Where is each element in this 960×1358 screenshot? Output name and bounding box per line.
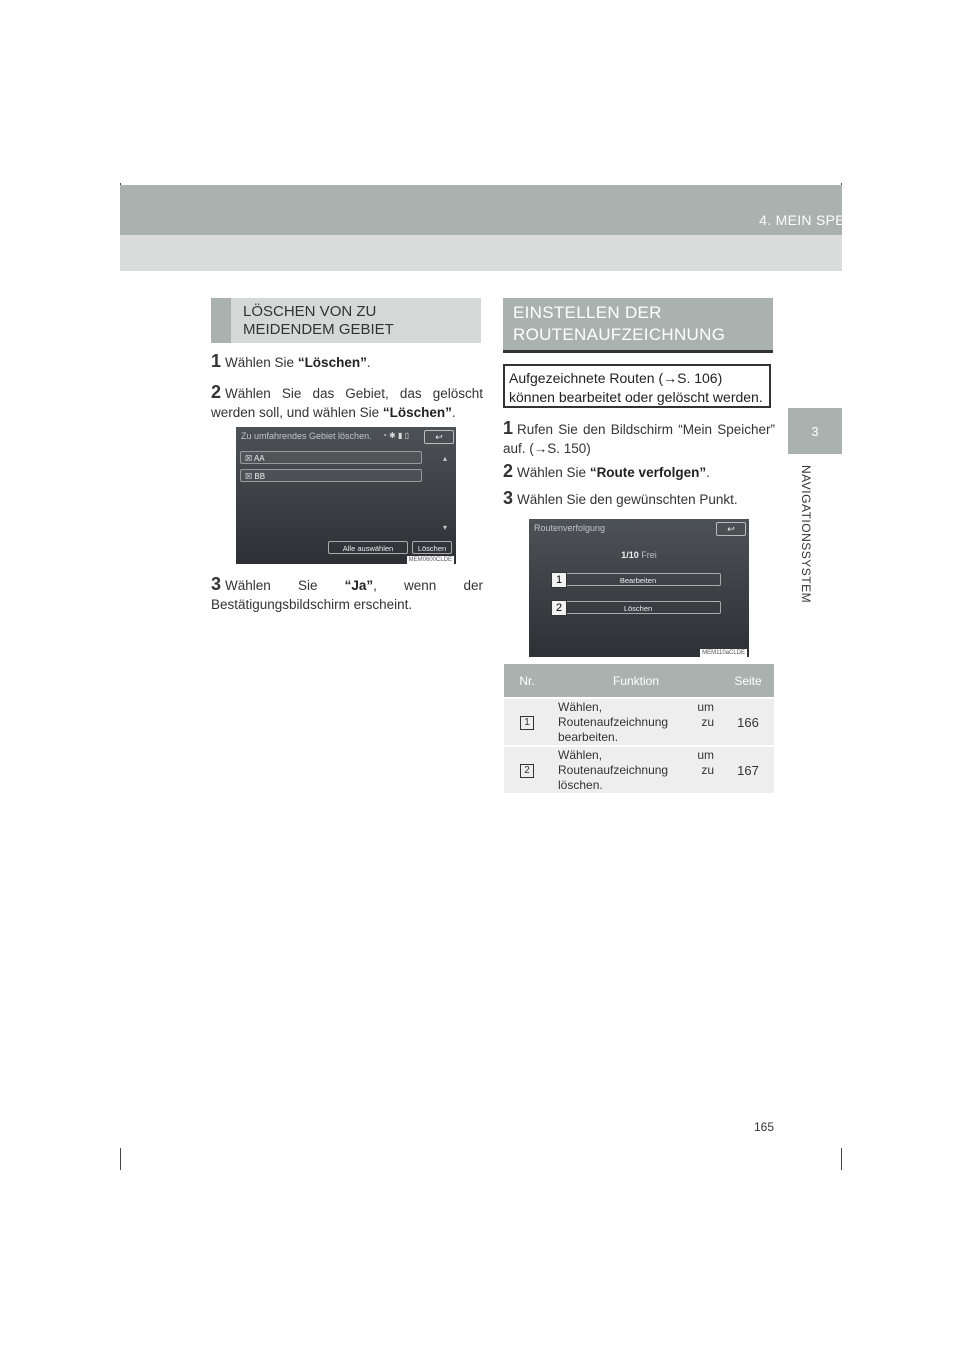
crop-mark <box>120 1148 121 1170</box>
heading-bar <box>503 298 509 350</box>
scroll-down-icon[interactable]: ▾ <box>443 523 448 532</box>
chapter-label: NAVIGATIONSSYSTEM <box>799 465 813 604</box>
column-header: Funktion <box>550 664 722 698</box>
scroll-up-icon[interactable]: ▴ <box>443 454 448 463</box>
page-number: 165 <box>754 1120 775 1134</box>
figure-code: MEM0600CLDE <box>408 557 452 563</box>
chapter-tab: 3 <box>788 408 842 454</box>
edit-button[interactable]: Bearbeiten <box>555 573 721 586</box>
back-button[interactable]: ↩ <box>716 522 746 536</box>
column-header: Seite <box>722 664 774 698</box>
screenshot-delete-area <box>236 427 456 564</box>
chapter-section-title: 4. MEIN SPEICHER <box>759 212 890 228</box>
select-all-button[interactable]: Alle auswählen <box>328 541 408 554</box>
screenshot-route-tracking <box>529 519 749 657</box>
heading-bar <box>211 298 231 343</box>
step-1: 1 Wählen Sie “Löschen”. <box>211 351 371 371</box>
number-box: 1 <box>520 716 534 730</box>
callout-1: 1 <box>551 572 567 588</box>
delete-button[interactable]: Löschen <box>412 541 452 554</box>
section-heading-text: LÖSCHEN VON ZU MEIDENDEM GEBIET <box>243 302 394 338</box>
function-table <box>504 664 774 793</box>
info-note: Aufgezeichnete Routen (→S. 106) können bearbeitet oder gelöscht werden. <box>503 364 771 408</box>
column-header: Nr. <box>504 664 550 698</box>
page-ref: 167 <box>722 746 774 793</box>
memory-count: 1/10 Frei <box>621 550 657 560</box>
figure-code: MEM110aCLDE <box>702 650 745 656</box>
status-icons: ◔ ✱ ▮ ▯ <box>382 431 410 440</box>
checkbox-icon: ☒ <box>245 454 254 463</box>
checkbox-icon: ☒ <box>245 472 255 481</box>
step-2: 2 Wählen Sie “Route verfolgen”. <box>503 461 710 481</box>
crop-mark <box>841 1148 842 1170</box>
section-heading-delete-area <box>211 298 481 343</box>
table-row <box>504 746 774 793</box>
screen-title: Routenverfolgung <box>534 523 606 533</box>
function-text: Wählen, um Routenaufzeichnung zu löschen. <box>550 746 722 793</box>
section-heading-route-recording <box>503 298 773 353</box>
screen-title: Zu umfahrendes Gebiet löschen. <box>241 431 372 441</box>
delete-button[interactable]: Löschen <box>555 601 721 614</box>
step-2: 2 Wählen Sie das Gebiet, das gelöscht werden soll, und wählen Sie “Löschen”. <box>211 382 483 420</box>
table-row <box>504 698 774 746</box>
step-3: 3 Wählen Sie “Ja”, wenn der Bestätigungsbildschirm erscheint. <box>211 574 483 612</box>
list-item[interactable]: ☒ BB <box>240 469 422 482</box>
step-1: 1 Rufen Sie den Bildschirm “Mein Speicher” auf. (→S. 150) <box>503 418 775 456</box>
step-3: 3 Wählen Sie den gewünschten Punkt. <box>503 488 738 508</box>
list-item[interactable]: ☒ AA <box>240 451 422 464</box>
callout-2: 2 <box>551 600 567 616</box>
section-heading-text: EINSTELLEN DER ROUTENAUFZEICHNUNG <box>513 303 726 344</box>
function-text: Wählen, um Routenaufzeichnung zu bearbeiten. <box>550 698 722 746</box>
page-ref: 166 <box>722 698 774 746</box>
header-band-lower <box>120 235 842 271</box>
back-button[interactable]: ↩ <box>424 430 454 444</box>
header-band <box>120 185 842 235</box>
number-box: 2 <box>520 764 534 778</box>
